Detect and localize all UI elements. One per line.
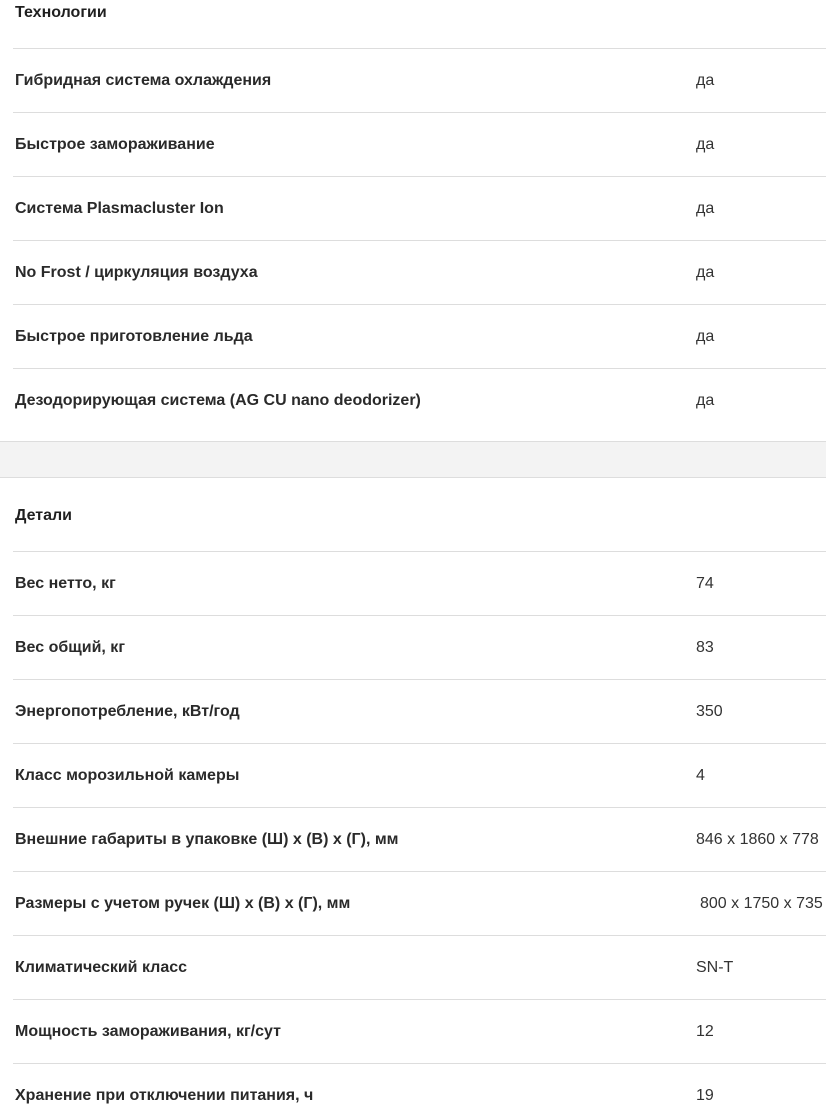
spec-row (13, 240, 826, 304)
spec-value: 74 (696, 575, 714, 592)
spec-label: No Frost / циркуляция воздуха (15, 264, 258, 281)
spec-row (13, 935, 826, 999)
spec-label: Мощность замораживания, кг/сут (15, 1023, 281, 1040)
spec-value: 846 x 1860 x 778 (696, 831, 819, 848)
spec-row (13, 615, 826, 679)
spec-row (13, 679, 826, 743)
spec-label: Вес общий, кг (15, 639, 125, 656)
spec-value: 4 (696, 767, 705, 784)
spec-row (13, 112, 826, 176)
details-section (0, 478, 826, 1120)
spec-label: Климатический класс (15, 959, 188, 976)
spec-label: Дезодорирующая система (AG CU nano deodorizer) (15, 392, 421, 409)
spec-label: Энергопотребление, кВт/год (15, 703, 240, 720)
spec-value: да (696, 264, 715, 281)
details-title: Детали (15, 507, 73, 524)
section-divider (0, 441, 826, 478)
spec-value: 19 (696, 1087, 714, 1104)
spec-value: 12 (696, 1023, 714, 1040)
spec-row (13, 807, 826, 871)
spec-label: Вес нетто, кг (15, 575, 116, 592)
spec-label: Размеры с учетом ручек (Ш) х (В) х (Г), мм (15, 895, 351, 912)
technologies-section (0, 0, 826, 441)
technologies-title: Технологии (15, 4, 107, 21)
spec-label: Класс морозильной камеры (15, 767, 240, 784)
spec-row (13, 551, 826, 615)
spec-value: 350 (696, 703, 723, 720)
spec-value: SN-T (696, 959, 734, 976)
spec-label: Быстрое замораживание (15, 136, 215, 153)
spec-value: да (696, 392, 715, 409)
spec-label: Быстрое приготовление льда (15, 328, 253, 345)
spec-label: Гибридная система охлаждения (15, 72, 272, 89)
spec-label: Хранение при отключении питания, ч (15, 1087, 314, 1104)
spec-label: Внешние габариты в упаковке (Ш) х (В) х (Г), мм (15, 831, 399, 848)
spec-value: да (696, 328, 715, 345)
spec-row (13, 743, 826, 807)
spec-value: да (696, 72, 715, 89)
spec-value: да (696, 200, 715, 217)
spec-row (13, 304, 826, 368)
spec-row (13, 368, 826, 441)
spec-label: Система Plasmacluster Ion (15, 200, 224, 217)
spec-value: 800 x 1750 x 735 (700, 895, 823, 912)
spec-value: да (696, 136, 715, 153)
spec-row (13, 1063, 826, 1120)
spec-row (13, 48, 826, 112)
spec-row (13, 176, 826, 240)
spec-value: 83 (696, 639, 714, 656)
spec-row (13, 999, 826, 1063)
spec-row (13, 871, 826, 935)
